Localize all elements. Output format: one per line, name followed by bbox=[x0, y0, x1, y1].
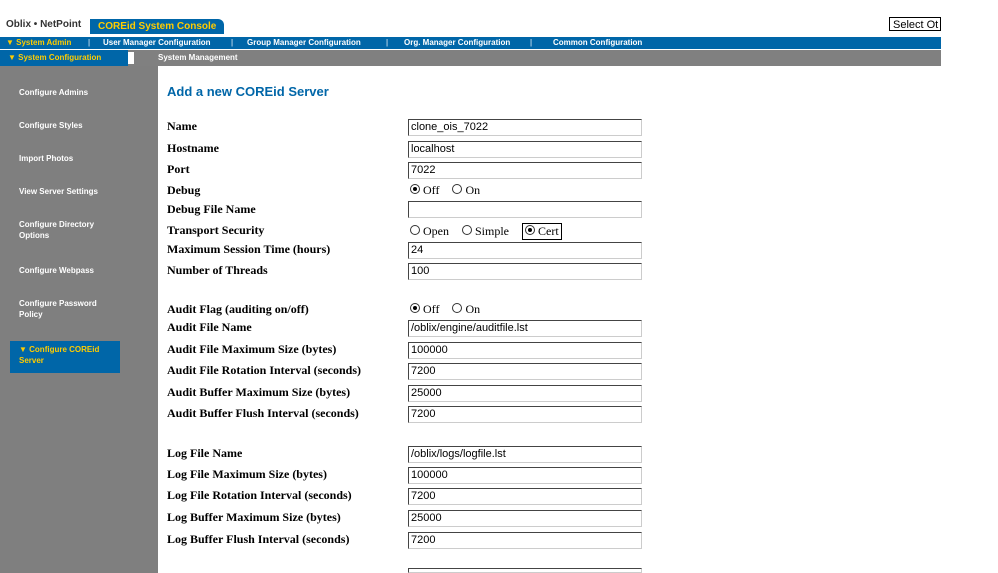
nav-user-manager[interactable]: User Manager Configuration bbox=[103, 38, 211, 47]
log-buffer-max-size-input[interactable]: 25000 bbox=[408, 510, 642, 527]
sidebar-item-import-photos[interactable]: Import Photos bbox=[19, 154, 74, 163]
select-dropdown[interactable]: Select Ot bbox=[889, 17, 941, 31]
nav-org-manager[interactable]: Org. Manager Configuration bbox=[404, 38, 511, 47]
page-title: Add a new COREid Server bbox=[167, 84, 329, 99]
audit-buffer-flush-label: Audit Buffer Flush Interval (seconds) bbox=[167, 406, 359, 420]
transport-simple-radio[interactable]: Simple bbox=[462, 224, 509, 239]
hostname-label: Hostname bbox=[167, 141, 219, 155]
num-threads-input[interactable]: 100 bbox=[408, 263, 642, 280]
brand-label: Oblix • NetPoint bbox=[6, 19, 82, 30]
sidebar-item-configure-styles[interactable]: Configure Styles bbox=[19, 121, 83, 130]
audit-file-max-size-label: Audit File Maximum Size (bytes) bbox=[167, 342, 337, 356]
nav-separator: | bbox=[231, 38, 234, 47]
tab-system-management[interactable]: System Management bbox=[134, 50, 941, 66]
name-label: Name bbox=[167, 119, 197, 133]
port-label: Port bbox=[167, 162, 190, 176]
radio-unselected-icon bbox=[410, 225, 420, 235]
log-file-name-input[interactable]: /oblix/logs/logfile.lst bbox=[408, 446, 642, 463]
transport-security-radio-group bbox=[410, 223, 572, 240]
sidebar bbox=[0, 66, 158, 573]
debug-file-name-input[interactable] bbox=[408, 201, 642, 218]
audit-buffer-max-size-label: Audit Buffer Maximum Size (bytes) bbox=[167, 385, 351, 399]
num-threads-label: Number of Threads bbox=[167, 263, 268, 277]
nav-group-manager[interactable]: Group Manager Configuration bbox=[247, 38, 361, 47]
audit-on-radio[interactable]: On bbox=[452, 302, 480, 317]
log-file-rotation-label: Log File Rotation Interval (seconds) bbox=[167, 488, 352, 502]
nav-separator: | bbox=[386, 38, 389, 47]
audit-file-name-label: Audit File Name bbox=[167, 320, 252, 334]
sidebar-item-configure-coreid-server[interactable]: ▼ Configure COREid Server bbox=[10, 341, 120, 373]
audit-buffer-max-size-input[interactable]: 25000 bbox=[408, 385, 642, 402]
sidebar-item-view-server-settings[interactable]: View Server Settings bbox=[19, 187, 98, 196]
audit-file-name-input[interactable]: /oblix/engine/auditfile.lst bbox=[408, 320, 642, 337]
log-file-max-size-label: Log File Maximum Size (bytes) bbox=[167, 467, 327, 481]
sidebar-item-configure-webpass[interactable]: Configure Webpass bbox=[19, 266, 94, 275]
top-header bbox=[0, 0, 998, 37]
log-file-max-size-input[interactable]: 100000 bbox=[408, 467, 642, 484]
sidebar-item-configure-password-policy[interactable]: Configure Password Policy bbox=[19, 299, 97, 319]
max-session-time-label: Maximum Session Time (hours) bbox=[167, 242, 331, 256]
port-input[interactable]: 7022 bbox=[408, 162, 642, 179]
log-file-rotation-input[interactable]: 7200 bbox=[408, 488, 642, 505]
console-tab[interactable]: COREid System Console bbox=[90, 19, 224, 34]
nav-separator: | bbox=[88, 38, 91, 47]
debug-off-radio[interactable]: Off bbox=[410, 183, 439, 198]
transport-cert-radio[interactable]: Cert bbox=[522, 223, 562, 240]
next-input-partial[interactable] bbox=[408, 568, 642, 573]
audit-flag-radio-group bbox=[410, 302, 490, 317]
log-buffer-flush-input[interactable]: 7200 bbox=[408, 532, 642, 549]
log-buffer-flush-label: Log Buffer Flush Interval (seconds) bbox=[167, 532, 350, 546]
tab-system-configuration[interactable]: ▼ System Configuration bbox=[0, 50, 128, 66]
debug-label: Debug bbox=[167, 183, 201, 197]
nav-separator: | bbox=[530, 38, 533, 47]
name-input[interactable]: clone_ois_7022 bbox=[408, 119, 642, 136]
audit-file-rotation-input[interactable]: 7200 bbox=[408, 363, 642, 380]
audit-file-max-size-input[interactable]: 100000 bbox=[408, 342, 642, 359]
debug-radio-group bbox=[410, 183, 490, 198]
transport-security-label: Transport Security bbox=[167, 223, 265, 237]
debug-file-name-label: Debug File Name bbox=[167, 202, 256, 216]
audit-off-radio[interactable]: Off bbox=[410, 302, 439, 317]
sidebar-item-configure-directory-options[interactable]: Configure Directory Options bbox=[19, 220, 95, 240]
primary-nav bbox=[0, 37, 941, 49]
log-buffer-max-size-label: Log Buffer Maximum Size (bytes) bbox=[167, 510, 341, 524]
audit-flag-label: Audit Flag (auditing on/off) bbox=[167, 302, 309, 316]
sidebar-item-configure-admins[interactable]: Configure Admins bbox=[19, 88, 89, 97]
nav-common-config[interactable]: Common Configuration bbox=[553, 38, 643, 47]
radio-selected-icon bbox=[410, 303, 420, 313]
nav-system-admin[interactable]: ▼ System Admin bbox=[6, 38, 72, 47]
secondary-nav bbox=[0, 50, 941, 66]
debug-on-radio[interactable]: On bbox=[452, 183, 480, 198]
radio-selected-icon bbox=[410, 184, 420, 194]
hostname-input[interactable]: localhost bbox=[408, 141, 642, 158]
transport-open-radio[interactable]: Open bbox=[410, 224, 449, 239]
audit-file-rotation-label: Audit File Rotation Interval (seconds) bbox=[167, 363, 361, 377]
radio-selected-icon bbox=[525, 225, 535, 235]
radio-unselected-icon bbox=[462, 225, 472, 235]
log-file-name-label: Log File Name bbox=[167, 446, 243, 460]
max-session-time-input[interactable]: 24 bbox=[408, 242, 642, 259]
radio-unselected-icon bbox=[452, 303, 462, 313]
audit-buffer-flush-input[interactable]: 7200 bbox=[408, 406, 642, 423]
radio-unselected-icon bbox=[452, 184, 462, 194]
